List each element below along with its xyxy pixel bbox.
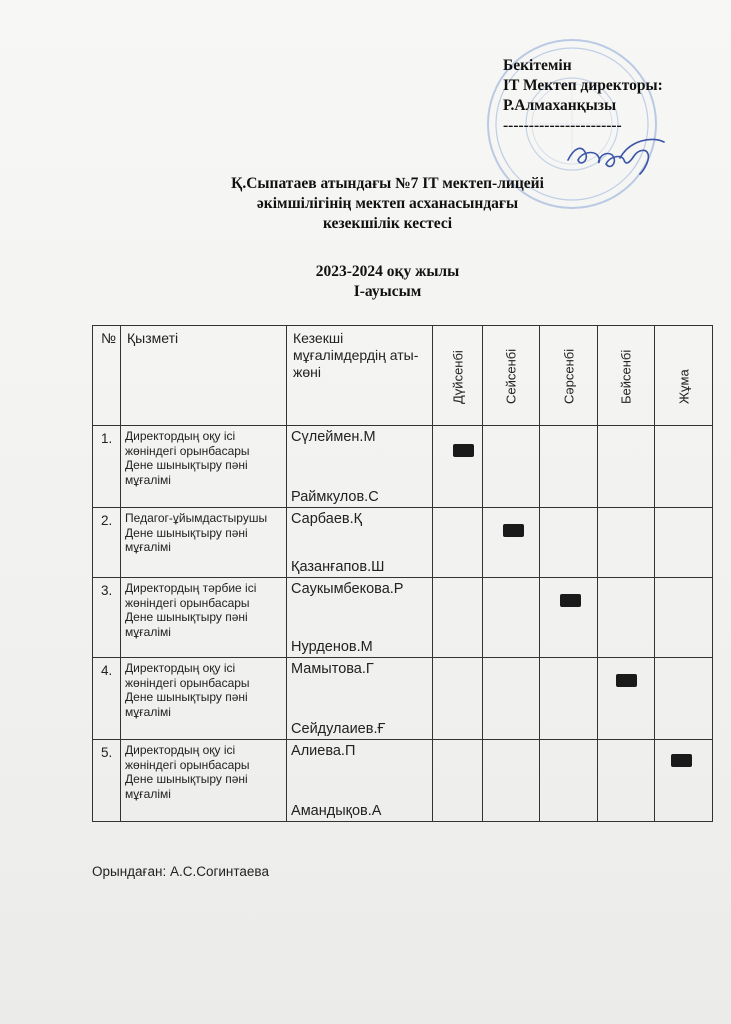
day-cell-wednesday (540, 578, 598, 658)
position-secondary: Дене шынықтыру пәні мұғалімі (125, 610, 248, 639)
day-cell-tuesday (483, 658, 540, 740)
teacher-name-2: Сейдулаиев.Ғ (291, 721, 386, 737)
position-primary: Директордың оқу ісі жөніндегі орынбасары (125, 429, 250, 458)
day-cell-tuesday (483, 740, 540, 822)
teacher-name-2: Нурденов.М (291, 639, 373, 655)
row-position (121, 578, 287, 658)
teacher-name-1: Саукымбекова.Р (291, 581, 404, 597)
teacher-name-1: Сүлеймен.М (291, 429, 376, 445)
document-title (150, 174, 625, 234)
row-position (121, 740, 287, 822)
duty-mark (560, 594, 581, 607)
table-header-row (93, 326, 713, 426)
day-cell-friday (655, 740, 713, 822)
day-cell-friday (655, 426, 713, 508)
row-teachers (287, 658, 433, 740)
position-primary: Директордың оқу ісі жөніндегі орынбасары (125, 661, 250, 690)
header-day-label: Сейсенбі (503, 348, 519, 404)
teacher-name-1: Алиева.П (291, 743, 356, 759)
title-line-1: Қ.Сыпатаев атындағы №7 IT мектеп-лицейі (231, 175, 544, 192)
header-day-monday (433, 326, 483, 426)
table-row (93, 658, 713, 740)
title-line-3: кезекшілік кестесі (322, 215, 453, 232)
day-cell-monday (433, 578, 483, 658)
day-cell-wednesday (540, 426, 598, 508)
day-cell-tuesday (483, 426, 540, 508)
row-number: 2. (93, 508, 121, 578)
position-primary: Директордың тәрбие ісі жөніндегі орынбасары (125, 581, 257, 610)
day-cell-monday (433, 740, 483, 822)
director-signature (560, 130, 670, 180)
duty-mark (453, 444, 474, 457)
title-line-2: әкімшілігінің мектеп асханасындағы (256, 195, 519, 212)
day-cell-tuesday (483, 578, 540, 658)
teacher-name-1: Сарбаев.Қ (291, 511, 363, 527)
header-number: № (93, 326, 121, 426)
academic-year: 2023-2024 оқу жылы (315, 263, 460, 280)
header-day-wednesday (540, 326, 598, 426)
duty-schedule-table (92, 325, 713, 822)
prepared-by: Орындаған: А.С.Согинтаева (92, 864, 269, 879)
header-position: Қызметі (121, 326, 287, 426)
row-teachers (287, 578, 433, 658)
table-row (93, 426, 713, 508)
approval-director-name: Р.Алмаханқызы (503, 97, 617, 114)
row-position (121, 658, 287, 740)
teacher-name-1: Мамытова.Г (291, 661, 374, 677)
header-day-label: Дүйсенбі (450, 350, 466, 404)
row-number: 1. (93, 426, 121, 508)
position-secondary: Дене шынықтыру пәні мұғалімі (125, 690, 248, 719)
day-cell-thursday (598, 508, 655, 578)
day-cell-wednesday (540, 740, 598, 822)
duty-mark (503, 524, 524, 537)
header-day-label: Жұма (676, 369, 692, 404)
day-cell-monday (433, 426, 483, 508)
day-cell-thursday (598, 658, 655, 740)
row-number: 4. (93, 658, 121, 740)
day-cell-monday (433, 508, 483, 578)
academic-year-block (150, 262, 625, 302)
day-cell-friday (655, 658, 713, 740)
approval-director-role: IT Мектеп директоры: (503, 77, 663, 94)
table-row (93, 740, 713, 822)
approval-title: Бекітемін (503, 57, 572, 74)
header-day-friday (655, 326, 713, 426)
day-cell-thursday (598, 578, 655, 658)
day-cell-thursday (598, 426, 655, 508)
approval-signature-line: ----------------------- (503, 117, 622, 134)
duty-mark (616, 674, 637, 687)
row-number: 3. (93, 578, 121, 658)
position-primary: Педагог-ұйымдастырушы (125, 511, 268, 525)
header-day-thursday (598, 326, 655, 426)
teacher-name-2: Амандықов.А (291, 803, 382, 819)
day-cell-friday (655, 578, 713, 658)
row-teachers (287, 426, 433, 508)
header-day-label: Бейсенбі (618, 349, 634, 404)
duty-mark (671, 754, 692, 767)
table-row (93, 578, 713, 658)
position-secondary: Дене шынықтыру пәні мұғалімі (125, 772, 248, 801)
position-secondary: Дене шынықтыру пәні мұғалімі (125, 458, 248, 487)
day-cell-friday (655, 508, 713, 578)
day-cell-thursday (598, 740, 655, 822)
approval-block (503, 56, 723, 136)
header-teacher-name: Кезекші мұғалімдердің аты-жөні (287, 326, 433, 426)
day-cell-monday (433, 658, 483, 740)
day-cell-wednesday (540, 508, 598, 578)
teacher-name-2: Қазанғапов.Ш (291, 559, 385, 575)
teacher-name-2: Раймкулов.С (291, 489, 379, 505)
header-day-tuesday (483, 326, 540, 426)
row-position (121, 426, 287, 508)
row-number: 5. (93, 740, 121, 822)
table-row (93, 508, 713, 578)
row-position (121, 508, 287, 578)
day-cell-wednesday (540, 658, 598, 740)
position-secondary: Дене шынықтыру пәні мұғалімі (125, 525, 248, 554)
row-teachers (287, 508, 433, 578)
row-teachers (287, 740, 433, 822)
shift-label: I-ауысым (353, 283, 422, 300)
position-primary: Директордың оқу ісі жөніндегі орынбасары (125, 743, 250, 772)
day-cell-tuesday (483, 508, 540, 578)
header-day-label: Сәрсенбі (561, 348, 577, 404)
